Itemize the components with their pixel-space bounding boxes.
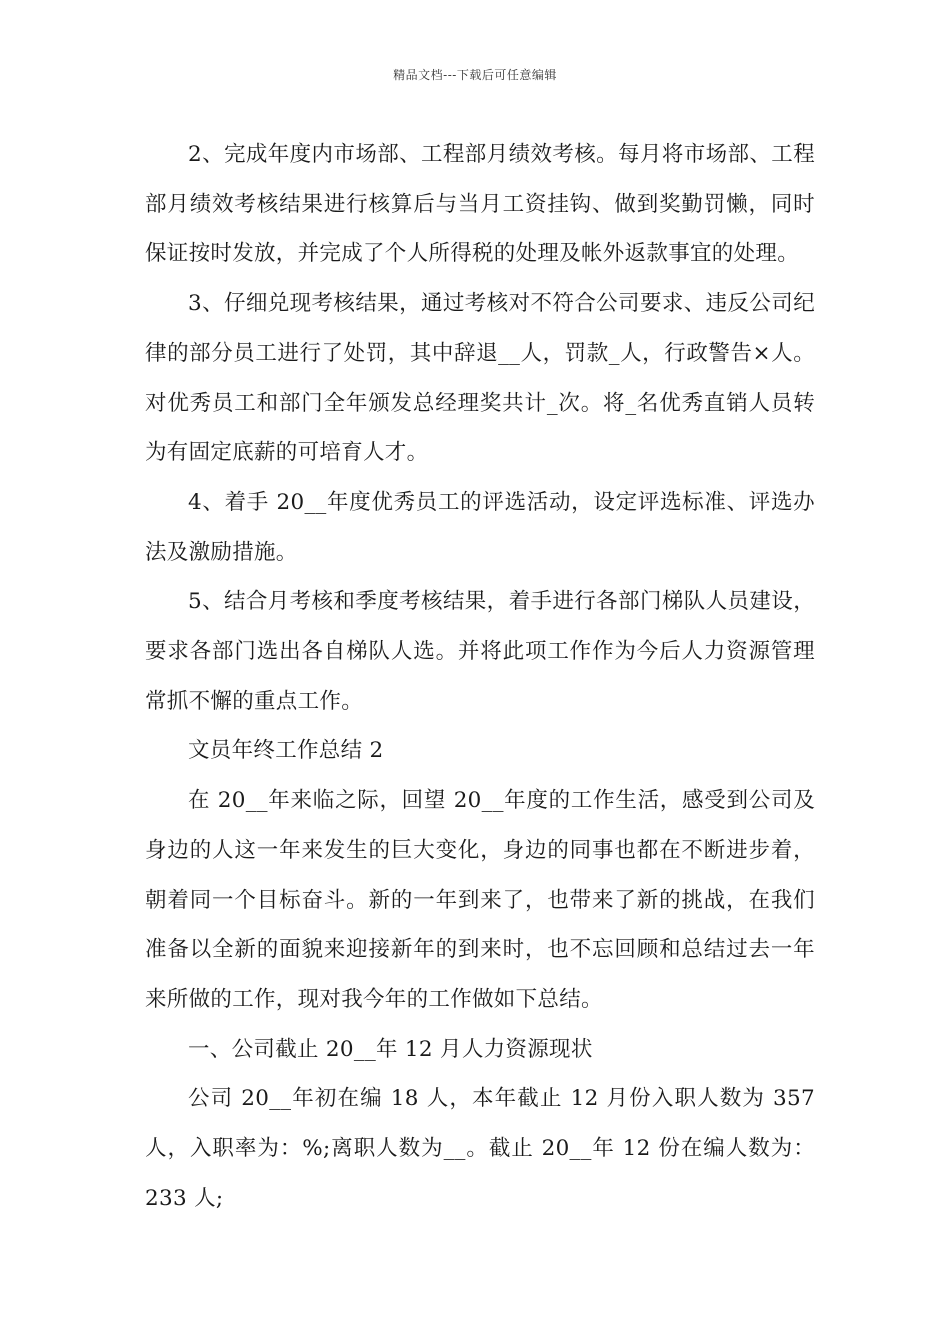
intro-paragraph: 在 20__年来临之际，回望 20__年度的工作生活，感受到公司及身边的人这一年来发生的巨大变化，身边的同事也都在不断进步着，朝着同一个目标奋斗。新的一年到来了，也带来了新的挑战，在我们准备以全新的面貌来迎接新年的到来时，也不忘回顾和总结过去一年来所做的工作，现对我今年的工作做如下总结。 xyxy=(145,788,815,1012)
paragraph-item-3: 3、仔细兑现考核结果，通过考核对不符合公司要求、违反公司纪律的部分员工进行了处罚，其中辞退__人，罚款_人，行政警告×人。对优秀员工和部门全年颁发总经理奖共计_次。将_名优秀直销人员转为有固定底薪的可培育人才。 xyxy=(145,291,815,466)
paragraph-item-5: 5、结合月考核和季度考核结果，着手进行各部门梯队人员建设，要求各部门选出各自梯队人选。并将此项工作作为今后人力资源管理常抓不懈的重点工作。 xyxy=(145,589,815,714)
paragraph-item-2: 2、完成年度内市场部、工程部月绩效考核。每月将市场部、工程部月绩效考核结果进行核算后与当月工资挂钩、做到奖勤罚懒，同时保证按时发放，并完成了个人所得税的处理及帐外返款事宜的处理。 xyxy=(145,142,815,267)
section-heading-hr-status: 一、公司截止 20__年 12 月人力资源现状 xyxy=(188,1036,593,1062)
section-title: 文员年终工作总结 2 xyxy=(188,738,384,764)
page-header: 精品文档---下载后可任意编辑 xyxy=(393,68,557,82)
document-body xyxy=(145,130,815,1223)
hr-status-paragraph: 公司 20__年初在编 18 人，本年截止 12 月份入职人数为 357 人，入职率为：%;离职人数为__。截止 20__年 12 份在编人数为：233 人; xyxy=(145,1086,815,1211)
paragraph-item-4: 4、着手 20__年度优秀员工的评选活动，设定评选标准、评选办法及激励措施。 xyxy=(145,489,815,565)
